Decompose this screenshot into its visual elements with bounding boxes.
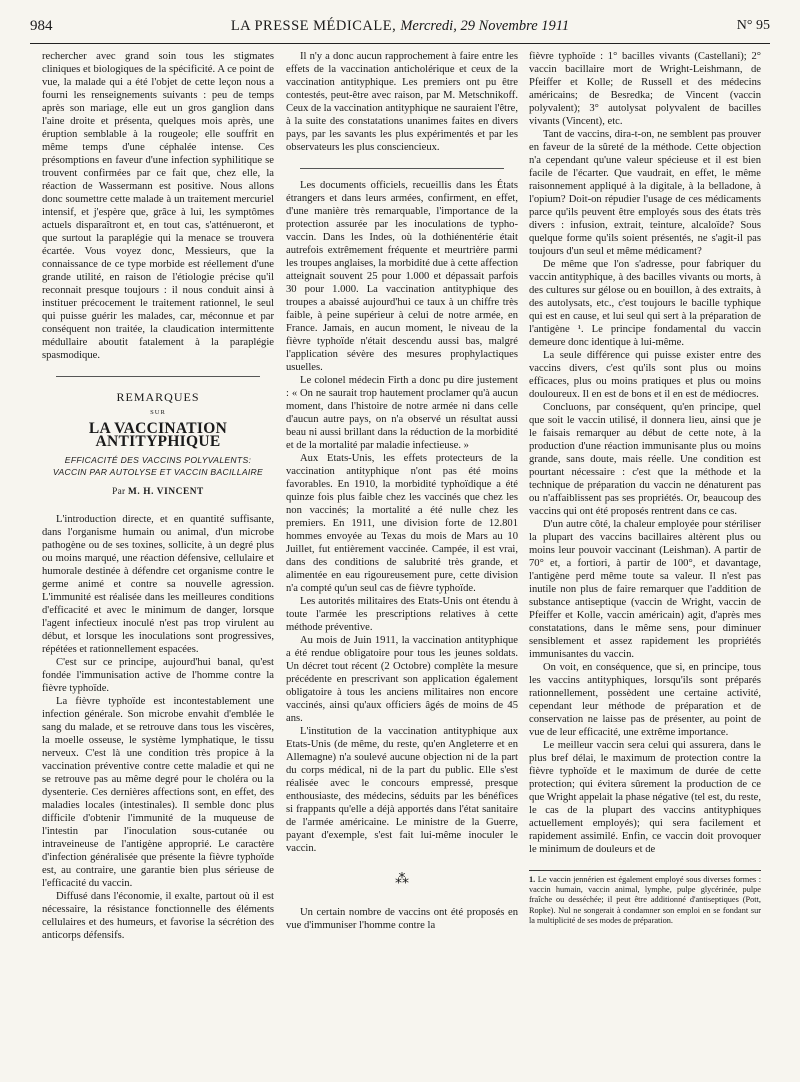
paragraph: On voit, en conséquence, que si, en principe, tous les vaccins antityphiques, lorsqu'ils sont préparés rationnellement, possèdent une certaine activité, cependant leur méthode de préparation et de conservation ne laisse pas de présenter, au point de vue de leur efficacité, une extrême importance. xyxy=(529,662,761,738)
paragraph: Les documents officiels, recueillis dans les États étrangers et dans leurs armées, confirment, en effet, d'une manière très remarquable, l'importance de la protection assurée par les inoculations de typho-vaccin. Dans les Indes, où la dothiénentérie était autrefois extrêmement fréquente et meurtrière parmi les troupes anglaises, la morbidité due à cette affection atteignait souvent 25 pour 1.000 et dépassait parfois 30 pour 1.000. La vaccination antityphique des troupes a abaissé aujourd'hui ce taux à un chiffre très faible, à peine supérieur à celui de notre armée, en France. Jamais, en aucun moment, le niveau de la fièvre typhoïde n'était descendu aussi bas, malgré l'application sévère des mesures prophylactiques usuelles. xyxy=(286,180,518,373)
page-number: 984 xyxy=(30,18,53,34)
continued-paragraph: rechercher avec grand soin tous les stigmates cliniques et biologiques de la spécificité. A ce point de vue, la malade qui a été l'objet de cette leçon nous a fourni les renseignements suivants : peu de temps après son mariage, elle eut un gros ganglion dans l'aine droite et présenta, quelques mois après, une éruption semblable à la rougeole; elle souffrit en même temps d'une céphalée intense. Ces présomptions en faveur d'une infection syphilitique se trouvent confirmées par ce fait que, chez elle, la réaction de Wassermann est positive. Nous allons donc soumettre cette malade à un traitement mercuriel intensif, et j'espère que, grâce à lui, les symptômes actuels disparaîtront et, en tout cas, s'atténueront, et que surtout la paraplégie qui la menace se trouvera écartée. Vous voyez donc, Messieurs, que la connaissance de ce type morbide est réellement d'une grande utilité, en raison de l'étiologie précise qu'il reconnait presque toujours : il nous conduit ainsi à instituer précocement le traitement rationnel, le seul qui puisse guérir les malades, car, méconnue et par conséquent non traitée, la claudication intermittente médullaire aboutit fatalement à la paraplégie spasmodique. xyxy=(42,51,274,361)
page-header xyxy=(30,18,770,40)
author-name: M. H. VINCENT xyxy=(128,487,204,497)
issue-number: N° 95 xyxy=(736,18,770,33)
paragraph: Aux Etats-Unis, les effets protecteurs de la vaccination antityphique n'ont pas été moins favorables. En 1910, la morbidité typhoïdique a été quinze fois plus faible chez les vaccinés que chez les non vaccinés; la mortalité a été nulle chez les premiers. En 1911, une division forte de 12.801 hommes envoyée au Texas du mois de Mars au 10 Juillet, fut entièrement vaccinée. Campée, il est vrai, dans des conditions de salubrité très grande, et alimentée en eau rigoureusement pure, cette division n'a compté qu'un seul cas de fièvre typhoïde. xyxy=(286,453,518,594)
footnote-rule xyxy=(529,870,761,871)
paragraph: Les autorités militaires des Etats-Unis ont étendu à toute l'armée les prescriptions relatives à cette méthode préventive. xyxy=(286,596,518,633)
paragraph: Le meilleur vaccin sera celui qui assurera, dans le plus bref délai, le maximum de protection contre la fièvre typhoïde et le maximum de durée de cette protection; qui évitera sûrement la production de ce que Wright appelait la phase négative (tel est, du reste, le cas de la plupart des vaccins antityphiques actuellement employés); qui sera facilement et rapidement assimilé. Enfin, ce vaccin doit provoquer le minimum de douleurs et de xyxy=(529,740,761,855)
paragraph: Diffusé dans l'économie, il exalte, partout où il est nécessaire, la résistance fonctionnelle des éléments cellulaires et des humeurs, et favorise la sécrétion des anticorps défensifs. xyxy=(42,891,274,941)
issue-date: Mercredi, 29 Novembre 1911 xyxy=(400,18,570,34)
article-subtitle-2: VACCIN PAR AUTOLYSE ET VACCIN BACILLAIRE xyxy=(52,467,264,477)
paragraph: fièvre typhoïde : 1° bacilles vivants (Castellani); 2° vaccin bacillaire mort de Wright-Leishmann, de Pfeiffer et Kolle; de Russell et des médecins américains; de Besredka; de Vincent (vaccin polyvalent); 3° autolysat polyvalent de bacilles vivants (Vincent), etc. xyxy=(529,51,761,127)
section-divider xyxy=(300,168,504,169)
paragraph: La fièvre typhoïde est incontestablement une infection générale. Son microbe envahit d'emblée le sang du malade, et se retrouve dans tous les viscères, la moelle osseuse, le système lymphatique, le tissu nerveux. C'est là une condition très propice à la vaccination préventive contre cette maladie et qui ne se retrouve pas au même degré pour le choléra ou la dysenterie. Ces dernières affections sont, en effet, des maladies locales (intestinales). Il semble donc plus difficile d'obtenir l'immunité de la muqueuse de l'intestin par l'inoculation sous-cutanée ou intraveineuse de l'antigène approprié. Le caractère d'infection généralisée que présente la fièvre typhoïde est, au contraire, une garantie bien plus sérieuse de l'efficacité du vaccin. xyxy=(42,696,274,889)
section-divider xyxy=(56,376,260,377)
paragraph: C'est sur ce principe, aujourd'hui banal, qu'est fondée l'immunisation active de l'homme contre la fièvre typhoïde. xyxy=(42,657,274,694)
column-3 xyxy=(529,50,761,926)
heading-connector: SUR xyxy=(150,409,166,416)
paragraph: D'un autre côté, la chaleur employée pour stériliser la plupart des vaccins bacillaires altèrent plus ou moins leur pouvoir vaccinant (Leishman). A partir de 70° et, a fortiori, à partir de 100°, et davantage, l'antigène perd même toute sa valeur. Il n'est pas inutile non plus de faire remarquer que l'addition de substance antiseptique (vaccin de Wright, vaccin de Pfeiffer et Kolle, vaccin américain) agit, d'après mes constatations, dans le même sens, pour diminuer sensiblement et assez rapidement les propriétés immunisantes du vaccin. xyxy=(529,519,761,660)
paragraph: Un certain nombre de vaccins ont été proposés en vue d'immuniser l'homme contre la xyxy=(286,907,518,931)
header-rule xyxy=(30,43,770,44)
paragraph: L'institution de la vaccination antityphique aux Etats-Unis (de même, du reste, qu'en Angleterre et en Allemagne) n'a soulevé aucune objection ni de la part du corps médical, ni de la part du public. Elle s'est réalisée avec le concours empressé, presque enthousiaste, des médecins, séduits par les bénéfices si frappants qu'elle a déjà apportés dans l'état sanitaire de l'armée américaine. Le ministre de la Guerre, payant d'exemple, s'est fait lui-même inoculer le vaccin. xyxy=(286,726,518,854)
paragraph: La seule différence qui puisse exister entre des vaccins divers, c'est qu'ils sont plus ou moins efficaces, plus ou moins pratiques et plus ou moins douloureux. Il en est de bons et il en est de médiocres. xyxy=(529,350,761,400)
article-subtitle-1: EFFICACITÉ DES VACCINS POLYVALENTS: xyxy=(64,455,252,465)
paragraph: De même que l'on s'adresse, pour fabriquer du vaccin antityphique, à des bacilles vivants ou morts, à des cultures sur gélose ou en bouillon, à des extraits, à des autolysats, etc., c'est toujours le bacille typhique qui est en cause, et lui seul qui sert à la préparation de l'antigène ¹. Le principe fondamental du vaccin demeure donc identique à lui-même. xyxy=(529,259,761,348)
journal-title: LA PRESSE MÉDICALE, xyxy=(230,18,397,34)
paragraph: L'introduction directe, et en quantité suffisante, dans l'organisme humain ou animal, d'un microbe pathogène ou de ses toxines, sollicite, à un degré plus ou moins marqué, une réaction défensive, cellulaire et humorale destinée à défendre cet organisme contre le germe animé et contre sa nouvelle agression. L'immunité est réalisée dans les meilleures conditions d'efficacité et avec le minimum de danger, lorsque l'agent infectieux inoculé n'est pas trop virulent au début, et lorsque les inoculations sont progressives, répétées et rationnellement espacées. xyxy=(42,514,274,655)
column-2 xyxy=(286,50,518,932)
byline xyxy=(42,486,274,499)
paragraph: Le colonel médecin Firth a donc pu dire justement : « On ne saurait trop hautement proclamer qu'à aucun moment, dans l'histoire de notre armée ni dans celle d'aucun autre pays, on n'a observé un résultat aussi beau ni aussi brillant dans la réduction de la morbidité et de la mortalité par maladie infectieuse. » xyxy=(286,375,518,451)
paragraph: Tant de vaccins, dira-t-on, ne semblent pas prouver en faveur de la sûreté de la méthode. Cette objection n'a cependant qu'une valeur spécieuse et il est bien facile de l'écarter. Que vaudrait, en effet, le même raisonnement appliqué à la digitale, à la belladone, à l'opium? Doit-on répudier l'usage de ces médicaments parce qu'ils peuvent être employés sous des états très divers : infusion, extrait, teinture, alcaloïde? Sous quelque forme qu'ils soient présentés, ne s'agit-il pas toujours d'un seul et même médicament? xyxy=(529,129,761,257)
column-1 xyxy=(42,50,274,942)
running-title xyxy=(30,18,770,35)
section-label: REMARQUES xyxy=(116,390,200,404)
section-break-stars: ⁂ xyxy=(395,872,409,887)
paragraph: Concluons, par conséquent, qu'en principe, quel que soit le vaccin utilisé, il donnera lieu, ainsi que je le faisais remarquer au début de cette note, à la production d'une réaction immunisante plus ou moins grande, sans doute, mais réelle. Une condition est pourtant nécessaire : c'est que la méthode et la technique de préparation du vaccin ne dénaturent pas ou n'affaiblissent pas ses propriétés. Or, beaucoup des vaccins qui ont été proposés rentrent dans ce cas. xyxy=(529,402,761,517)
paragraph: Au mois de Juin 1911, la vaccination antityphique a été rendue obligatoire pour tous les jeunes soldats. Un décret tout récent (2 Octobre) complète la mesure précédente en prescrivant son application également obligatoire à tous les anciens militaires non encore vaccinés, ainsi qu'aux officiers âgés de moins de 45 ans. xyxy=(286,635,518,724)
footnote-number: 1. xyxy=(529,875,536,884)
article-title: LA VACCINATION ANTITYPHIQUE xyxy=(88,420,228,450)
footnote-text: Le vaccin jennérien est également employé sous diverses formes : vaccin humain, vaccin animal, lymphe, pulpe glycérinée, pulpe fraîche ou desséchée; il peut être additionné d'antiseptiques (Pott, Ropke). Nul ne songerait à condamner son emploi en se fondant sur la multiplicité de ses modes de préparation. xyxy=(529,875,761,925)
footnote xyxy=(529,875,761,926)
author-prefix: Par xyxy=(112,487,126,497)
article-heading xyxy=(42,391,274,499)
paragraph: Il n'y a donc aucun rapprochement à faire entre les effets de la vaccination anticholérique et ceux de la vaccination antityphique. Les premiers ont pu être contestés, peut-être avec raison, par M. Metschnikoff. Ceux de la vaccination antityphique ne sauraient l'être, à la suite des constatations unanimes faites en divers pays, par les savants les plus expérimentés et par les observateurs les plus consciencieux. xyxy=(286,51,518,153)
